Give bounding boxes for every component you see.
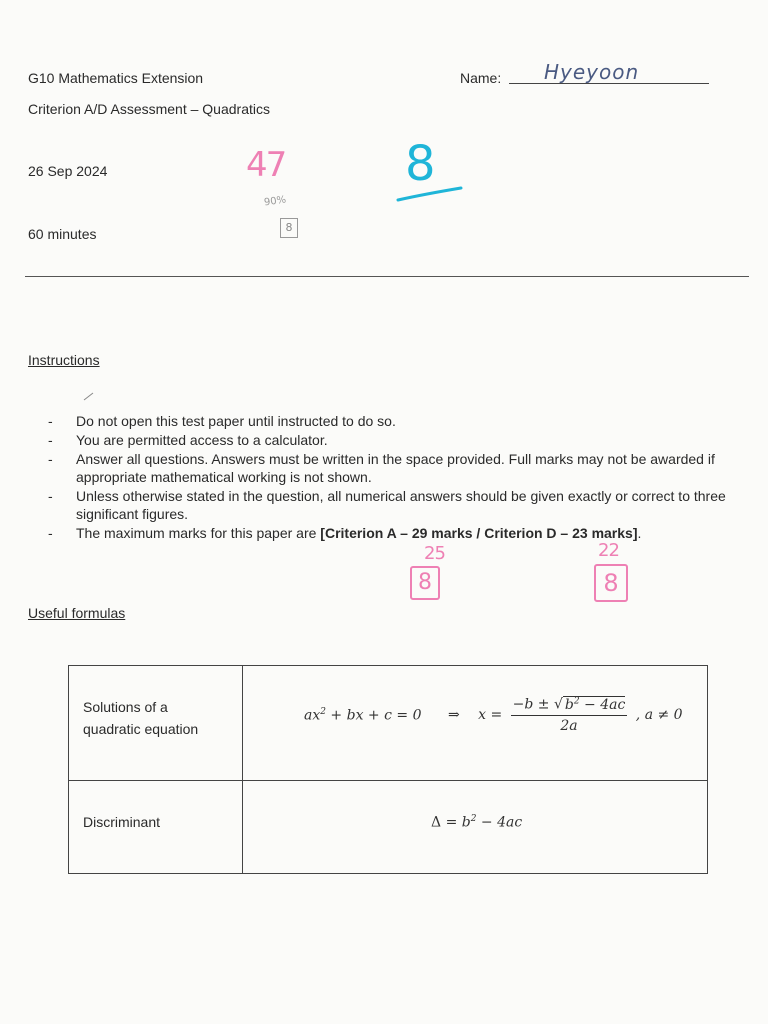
table-row-discriminant <box>69 781 707 873</box>
total-score-handwritten: 47 <box>246 145 286 185</box>
criterion-d-level-box: 8 <box>594 564 628 602</box>
formulas-heading: Useful formulas <box>28 605 126 621</box>
instruction-item-max-marks: - The maximum marks for this paper are [Criterion A – 29 marks / Criterion D – 23 marks]. <box>48 525 642 541</box>
instructions-heading: Instructions <box>28 352 100 368</box>
header-divider <box>25 276 749 277</box>
discriminant-formula: $\Delta = b^2 - 4ac$ <box>431 814 523 831</box>
assessment-duration: 60 minutes <box>28 226 97 242</box>
course-title: G10 Mathematics Extension <box>28 70 204 86</box>
formula-table <box>68 665 708 874</box>
instruction-item: - Do not open this test paper until instructed to do so. <box>48 413 396 429</box>
instruction-item: - You are permitted access to a calculator. <box>48 432 328 448</box>
grade-underline-stroke <box>395 184 467 206</box>
discriminant-label: Discriminant <box>83 814 161 830</box>
criterion-d-score: 22 <box>598 540 619 561</box>
criterion-a-score: 25 <box>424 543 445 564</box>
percent-note: 90% <box>263 194 287 209</box>
name-label: Name: <box>460 70 502 86</box>
quadratic-label-line2: quadratic equation <box>83 721 199 737</box>
criterion-a-level-box: 8 <box>410 566 440 600</box>
boxed-grade-note: 8 <box>280 218 298 238</box>
instruction-item: - Answer all questions. Answers must be written in the space provided. Full marks may not be awarded if appropriate mathematical working is not shown. <box>48 451 715 485</box>
student-name: Hyeyoon <box>544 60 640 84</box>
quadratic-formula: $ax^2$ + bx + c = 0 ⇒ x = $\frac{-b \pm √ b^2 - 4ac}{2a}$ , a ≠ 0 <box>304 696 683 734</box>
quadratic-label-line1: Solutions of a <box>83 699 168 715</box>
assessment-title: Criterion A/D Assessment – Quadratics <box>28 101 270 117</box>
instructions-list <box>48 412 748 542</box>
assessment-date: 26 Sep 2024 <box>28 163 108 179</box>
stray-pen-mark <box>82 390 96 402</box>
table-row-quadratic <box>69 666 707 781</box>
instruction-item: - Unless otherwise stated in the question, all numerical answers should be given exactly or correct to three significant figures. <box>48 488 726 522</box>
final-grade: 8 <box>405 136 436 192</box>
